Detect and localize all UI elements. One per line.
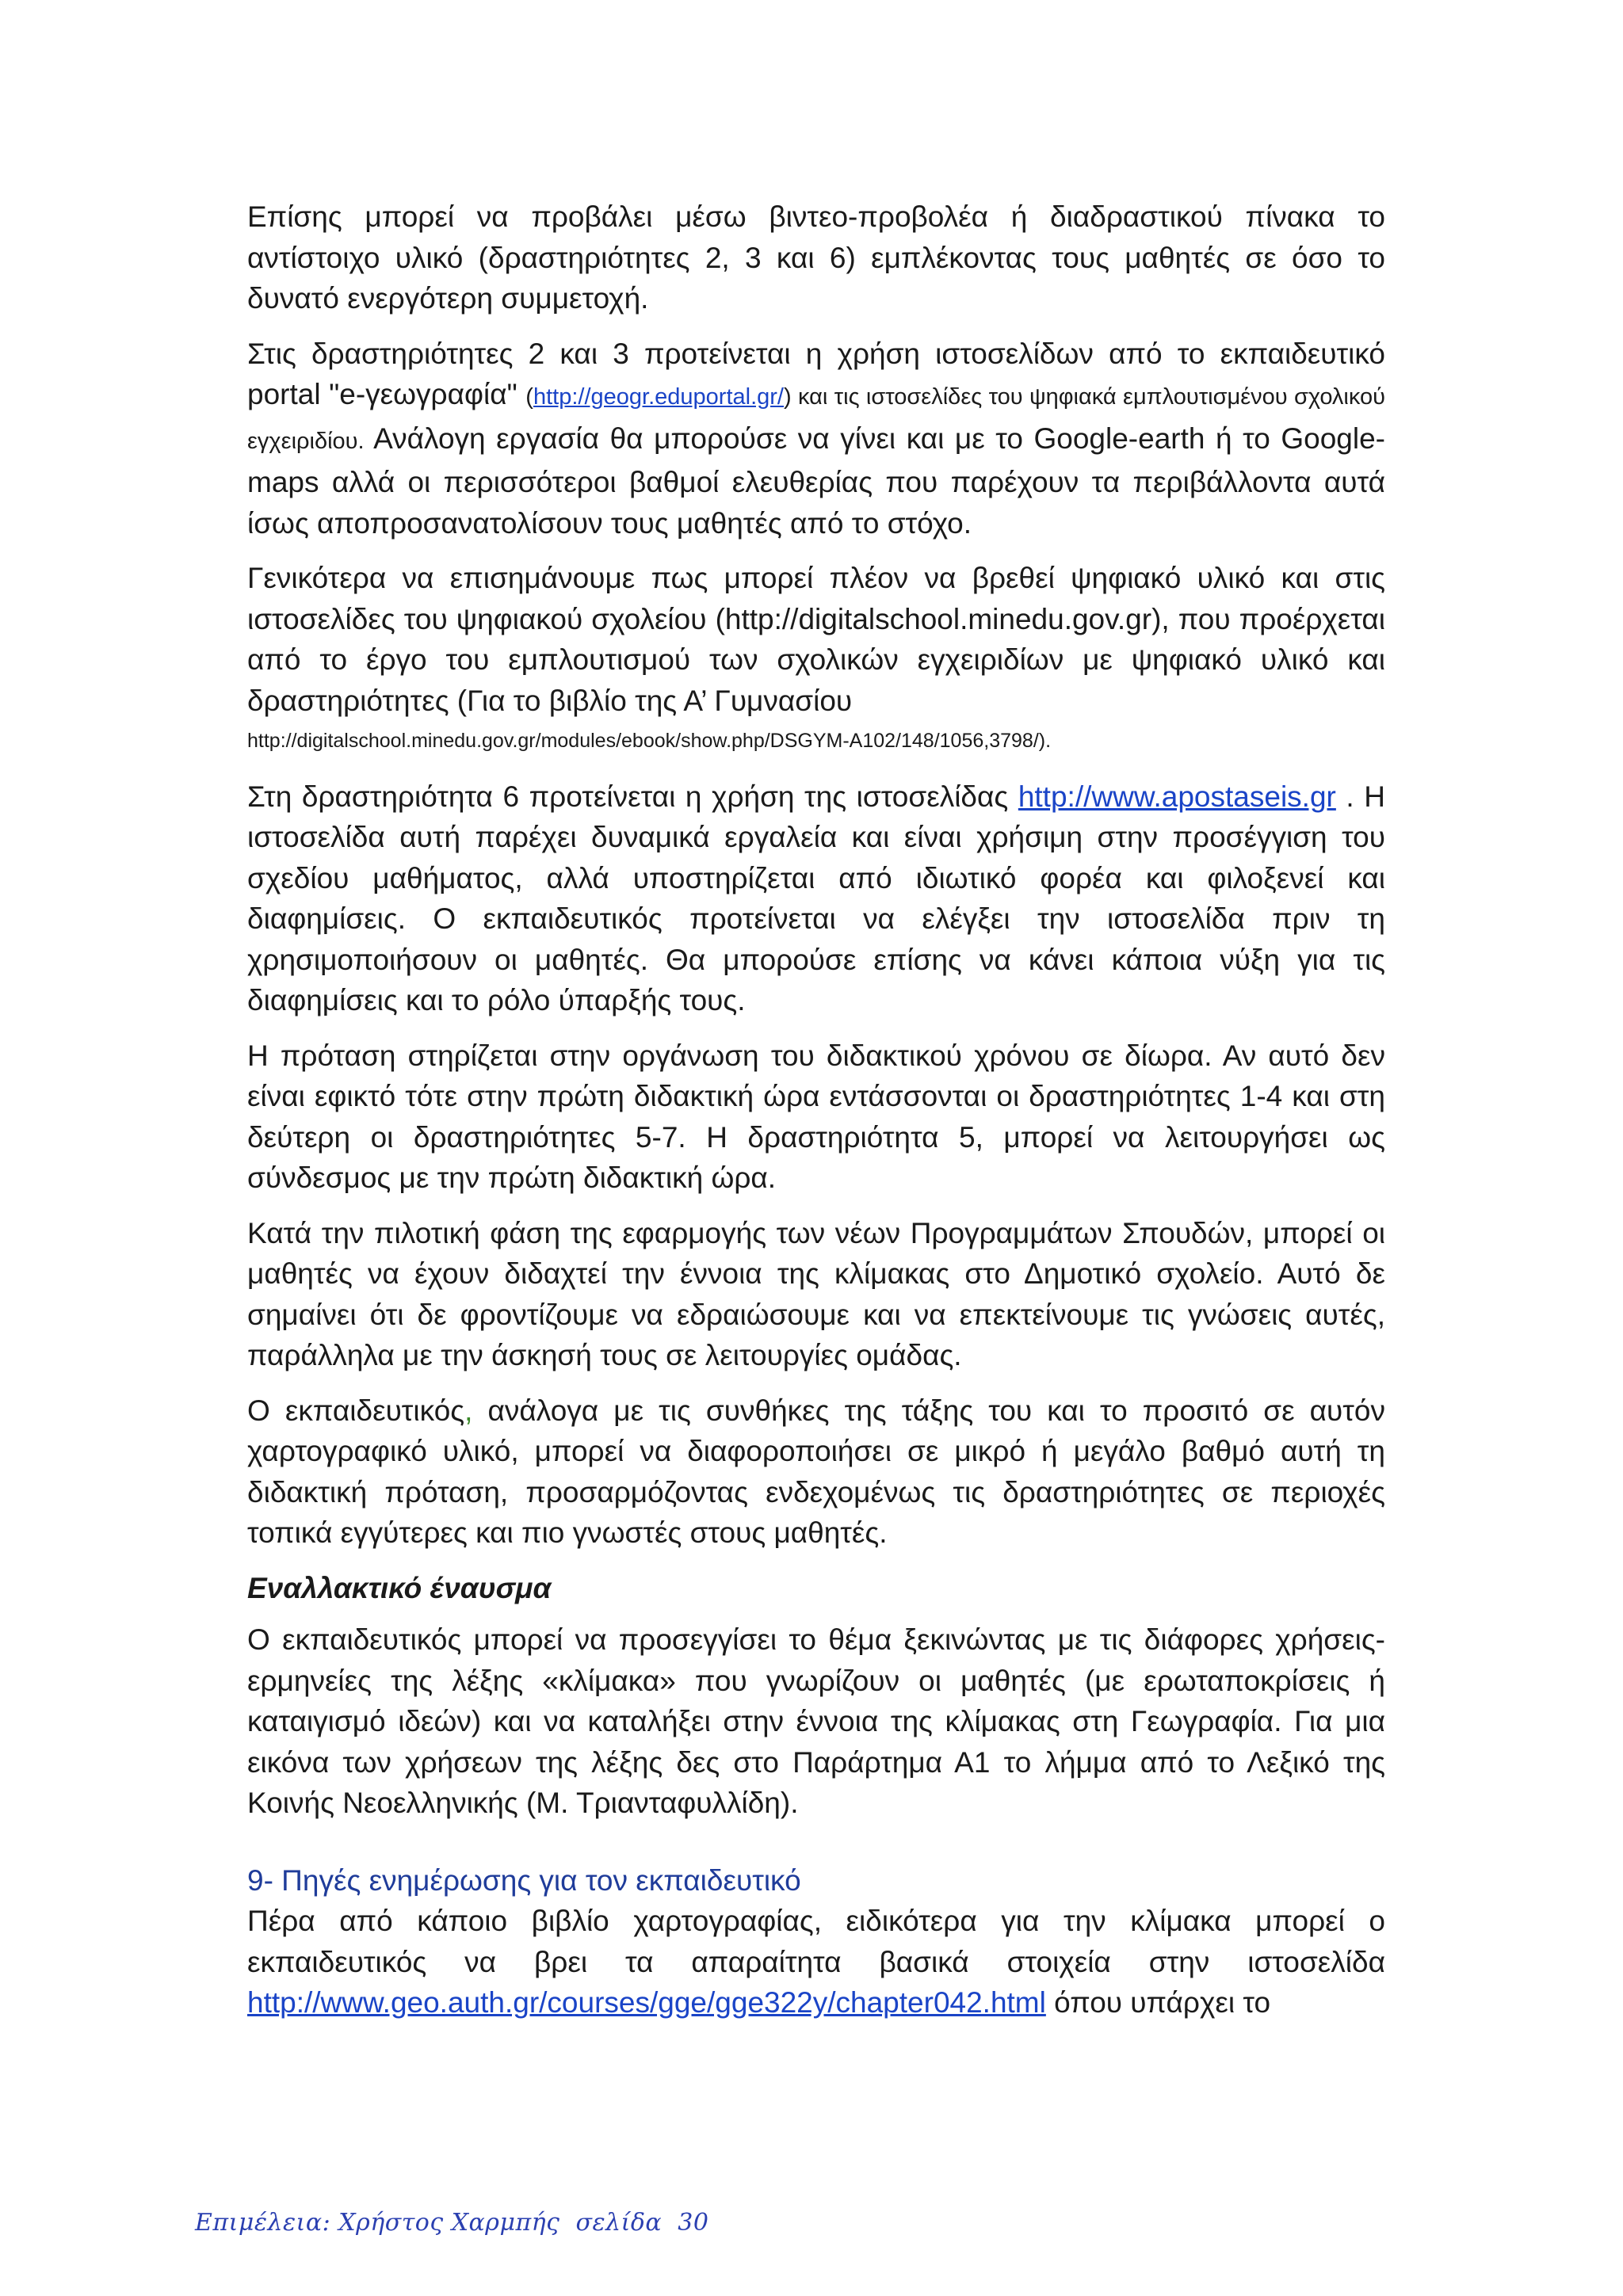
paragraph-differentiation-text-b: ανάλογα με τις συνθήκες της τάξης του και το προσιτό σε αυτόν χαρτογραφικό υλικό, μπορεί να διαφοροποιήσει σε μικρό ή μεγάλο βαθμό αυτή τη διδακτική πρόταση, προσαρμόζοντας ενδεχομένως τις δραστηριότητες σε περιοχές τοπικά εγγύτερες και πιο γνωστές στους μαθητές. xyxy=(247,1394,1385,1549)
digitalschool-ebook-url: http://digitalschool.minedu.gov.gr/modules/ebook/show.php/DSGYM-A102/148/1056,3798/). xyxy=(247,730,1052,752)
paragraph-digitalschool xyxy=(247,558,1385,762)
footer-editor: Επιμέλεια: Χρήστος Χαρμπής xyxy=(195,2209,560,2237)
paren-open: ( xyxy=(525,384,533,410)
paragraph-sources-text-b: όπου υπάρχει το xyxy=(1045,1986,1271,2019)
green-comma: , xyxy=(464,1394,473,1427)
document-body xyxy=(247,196,1385,2023)
paragraph-digitalschool-text: Γενικότερα να επισημάνουμε πως μπορεί πλέον να βρεθεί ψηφιακό υλικό και στις ιστοσελίδες του ψηφιακού σχολείου (http://digitalschool.minedu.gov.gr), που προέρχεται από το έργο του εμπλουτισμού των σχολικών εγχειριδίων με ψηφιακό υλικό και δραστηριότητες (Για το βιβλίο της Α’ Γυμνασίου xyxy=(247,562,1385,717)
paragraph-differentiation-text-a: Ο εκπαιδευτικός xyxy=(247,1394,465,1427)
link-apostaseis[interactable]: http://www.apostaseis.gr xyxy=(1018,780,1336,813)
paragraph-time-organization: Η πρόταση στηρίζεται στην οργάνωση του διδακτικού χρόνου σε δίωρα. Αν αυτό δεν είναι εφικτό τότε στην πρώτη διδακτική ώρα εντάσσονται οι δραστηριότητες 1-4 και στη δεύτερη οι δραστηριότητες 5-7. Η δραστηριότητα 5, μπορεί να λειτουργήσει ως σύνδεσμος με την πρώτη διδακτική ώρα. xyxy=(247,1039,1385,1194)
paragraph-pilot-phase: Κατά την πιλοτική φάση της εφαρμογής των νέων Προγραμμάτων Σπουδών, μπορεί οι μαθητές να έχουν διδαχτεί την έννοια της κλίμακας στο Δημοτικό σχολείο. Αυτό δε σημαίνει ότι δε φροντίζουμε να εδραιώσουμε και να επεκτείνουμε τις γνώσεις αυτές, παράλληλα με την άσκησή τους σε λειτουργίες ομάδας. xyxy=(247,1216,1385,1371)
link-geo-auth[interactable]: http://www.geo.auth.gr/courses/gge/gge322y/chapter042.html xyxy=(247,1986,1046,2019)
paragraph-alternative-trigger: Ο εκπαιδευτικός μπορεί να προσεγγίσει το θέμα ξεκινώντας με τις διάφορες χρήσεις-ερμηνείες της λέξης «κλίμακα» που γνωρίζουν οι μαθητές (με ερωταποκρίσεις ή καταιγισμό ιδεών) και να καταλήξει στην έννοια της κλίμακας στη Γεωγραφία. Για μια εικόνα των χρήσεων της λέξης δες στο Παράρτημα Α1 το λήμμα από το Λεξικό της Κοινής Νεοελληνικής (Μ. Τριανταφυλλίδη). xyxy=(247,1623,1385,1819)
link-geogr-eduportal[interactable]: http://geogr.eduportal.gr/ xyxy=(533,384,784,410)
paragraph-sources xyxy=(247,1901,1385,2023)
paragraph-apostaseis xyxy=(247,776,1385,1021)
paragraph-eduportal xyxy=(247,334,1385,544)
paragraph-apostaseis-text-b: . Η ιστοσελίδα αυτή παρέχει δυναμικά εργαλεία και είναι χρήσιμη στην προσέγγιση του σχεδίου μαθήματος, αλλά υποστηρίζεται από ιδιωτικό φορέα και φιλοξενεί και διαφημίσεις. Ο εκπαιδευτικός προτείνεται να ελέγξει την ιστοσελίδα πριν τη χρησιμοποιήσουν οι μαθητές. Θα μπορούσε επίσης να κάνει κάποια νύξη για τις διαφημίσεις και το ρόλο ύπαρξής τους. xyxy=(247,780,1386,1016)
page-footer xyxy=(195,2209,708,2237)
subheading-alternative-trigger: Εναλλακτικό έναυσμα xyxy=(247,1571,552,1604)
paragraph-eduportal-text-c: Ανάλογη εργασία θα μπορούσε να γίνει και με το Google-earth ή το Google-maps αλλά οι περισσότεροι βαθμοί ελευθερίας που παρέχουν τα περιβάλλοντα αυτά ίσως αποπροσανατολίσουν τους μαθητές από το στόχο. xyxy=(247,421,1385,540)
footer-page-label: σελίδα xyxy=(575,2209,663,2237)
paragraph-apostaseis-text-a: Στη δραστηριότητα 6 προτείνεται η χρήση της ιστοσελίδας xyxy=(247,780,1018,813)
paragraph-eduportal-text-a: Στις δραστηριότητες 2 και 3 προτείνεται η χρήση ιστοσελίδων από το εκπαιδευτικό portal "e-γεωγραφία" xyxy=(247,337,1385,410)
section-title-sources: 9- Πηγές ενημέρωσης για τον εκπαιδευτικό xyxy=(247,1863,801,1897)
paragraph-eduportal-text-b: ) και τις ιστοσελίδες του ψηφιακά εμπλουτισμένου σχολικού εγχειριδίου. xyxy=(247,384,1385,454)
paragraph-sources-text-a: Πέρα από κάποιο βιβλίο χαρτογραφίας, ειδικότερα για την κλίμακα μπορεί ο εκπαιδευτικός να βρει τα απαραίτητα βασικά στοιχεία στην ιστοσελίδα xyxy=(247,1905,1385,1978)
paragraph-projector: Επίσης μπορεί να προβάλει μέσω βιντεο-προβολέα ή διαδραστικού πίνακα το αντίστοιχο υλικό (δραστηριότητες 2, 3 και 6) εμπλέκοντας τους μαθητές σε όσο το δυνατό ενεργότερη συμμετοχή. xyxy=(247,200,1385,315)
paragraph-differentiation xyxy=(247,1390,1385,1554)
footer-page-number: 30 xyxy=(678,2209,709,2237)
